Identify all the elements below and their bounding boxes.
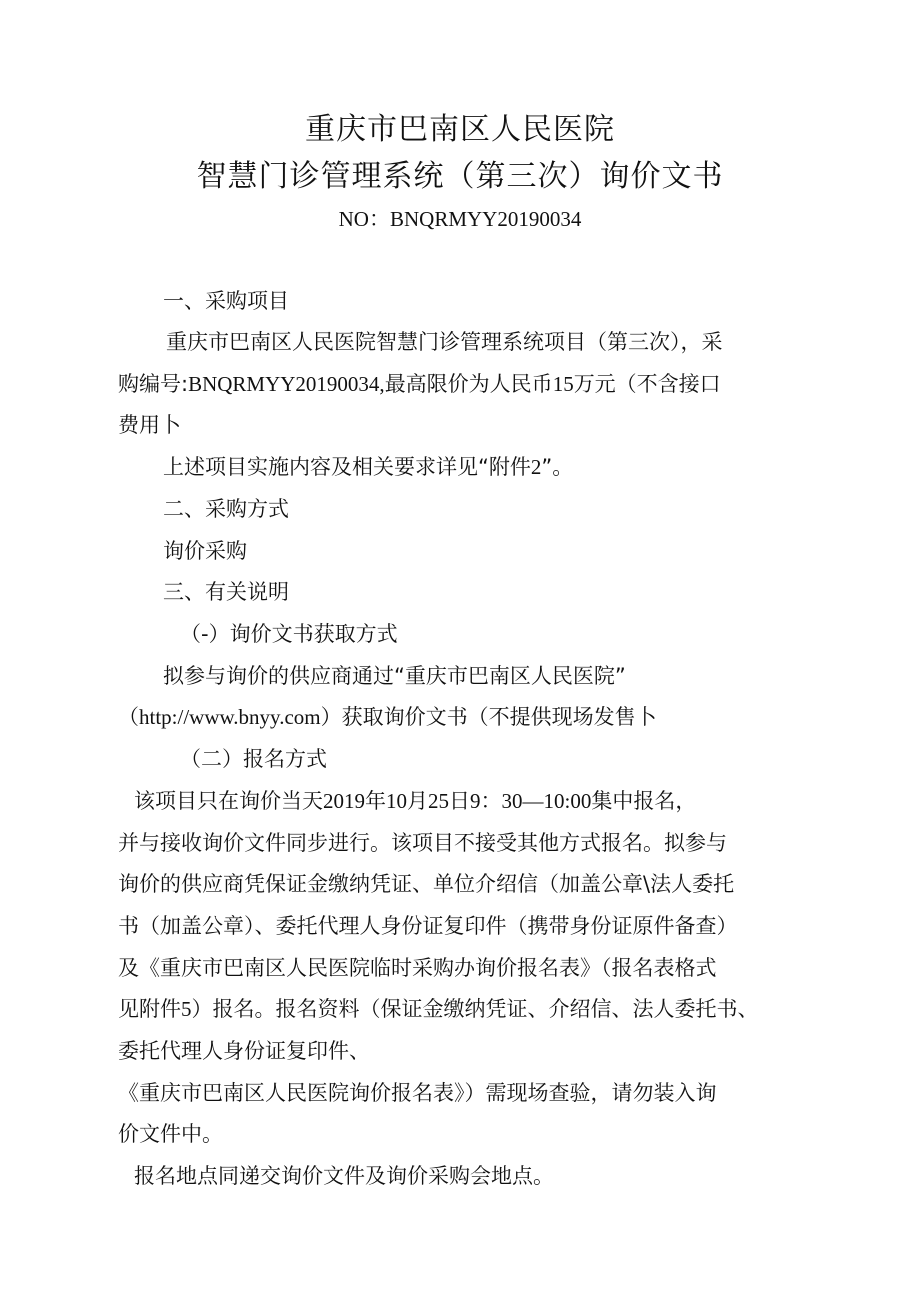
registration-line-4: 书（加盖公章）、委托代理人身份证复印件（携带身份证原件备查）: [118, 914, 738, 938]
section-3-subheading-2: （二）报名方式: [180, 747, 327, 771]
text-run: 上述项目实施内容及相关要求详见“附件: [163, 455, 531, 479]
text-run: ”。: [541, 455, 574, 479]
text-run: 最高限价为人民币: [384, 372, 553, 396]
text-run: ）报名。报名资料（保证金缴纳凭证、介绍信、法人委托书、: [191, 997, 759, 1021]
title-line-1: 重庆市巴南区人民医院: [305, 112, 615, 147]
registration-line-9: 价文件中。: [118, 1122, 223, 1146]
text-run: 日: [449, 789, 470, 813]
attachment-number: 5: [181, 997, 192, 1021]
registration-line-7: 委托代理人身份证复印件、: [118, 1039, 370, 1063]
registration-line-1: [134, 786, 696, 816]
document-number-value: BNQRMYY20190034: [389, 207, 582, 231]
section-3-sub1-line-2: [118, 702, 657, 732]
text-run: 购编号:: [118, 372, 189, 396]
price-cap-value: 15: [552, 372, 574, 396]
website-url: http://www.bnyy.com: [139, 705, 321, 729]
section-3-heading: 三、有关说明: [163, 580, 289, 604]
year: 2019: [323, 789, 365, 813]
text-run: 月: [407, 789, 428, 813]
section-1-heading: 一、采购项目: [163, 289, 289, 313]
registration-line-5: 及《重庆市巴南区人民医院临时采购办询价报名表》（报名表格式: [118, 956, 717, 980]
section-1-paragraph-line-1: 重庆市巴南区人民医院智慧门诊管理系统项目（第三次），采: [166, 330, 723, 354]
section-1-attachment-note: [163, 452, 573, 482]
section-2-text: 询价采购: [163, 539, 247, 563]
month: 10: [386, 789, 407, 813]
text-run: （: [118, 705, 139, 729]
section-2-heading: 二、采购方式: [163, 497, 289, 521]
time-range: 9：30—10:00: [470, 789, 592, 813]
document-number: [0, 205, 920, 233]
registration-line-2: 并与接收询价文件同步进行。该项目不接受其他方式报名。拟参与: [118, 831, 727, 855]
day: 25: [428, 789, 449, 813]
registration-line-8: 《重庆市巴南区人民医院询价报名表》）需现场查验，请勿装入询: [118, 1081, 717, 1105]
text-run: 集中报名，: [591, 789, 697, 813]
text-run: 万元（不含接口: [573, 372, 721, 396]
text-run: ）获取询价文书（不提供现场发售卜: [320, 705, 657, 729]
section-1-paragraph-line-2: [118, 369, 721, 399]
text-run: 年: [365, 789, 386, 813]
section-3-subheading-1: （-）询价文书获取方式: [180, 622, 398, 646]
text-run: 该项目只在询价当天: [134, 789, 323, 813]
title-line-2: 智慧门诊管理系统（第三次）询价文书: [196, 159, 724, 194]
registration-line-10: 报名地点同递交询价文件及询价采购会地点。: [134, 1164, 554, 1188]
registration-line-6: [118, 994, 759, 1024]
attachment-number: 2: [530, 455, 542, 479]
section-1-paragraph-line-3: 费用卜: [118, 413, 181, 437]
document-number-label: NO：: [338, 207, 390, 231]
registration-line-3: 询价的供应商凭保证金缴纳凭证、单位介绍信（加盖公章\法人委托: [118, 872, 735, 896]
text-run: 见附件: [118, 997, 181, 1021]
procurement-number: BNQRMYY20190034,: [188, 372, 385, 396]
section-3-sub1-line-1: 拟参与询价的供应商通过“重庆市巴南区人民医院”: [163, 664, 626, 688]
